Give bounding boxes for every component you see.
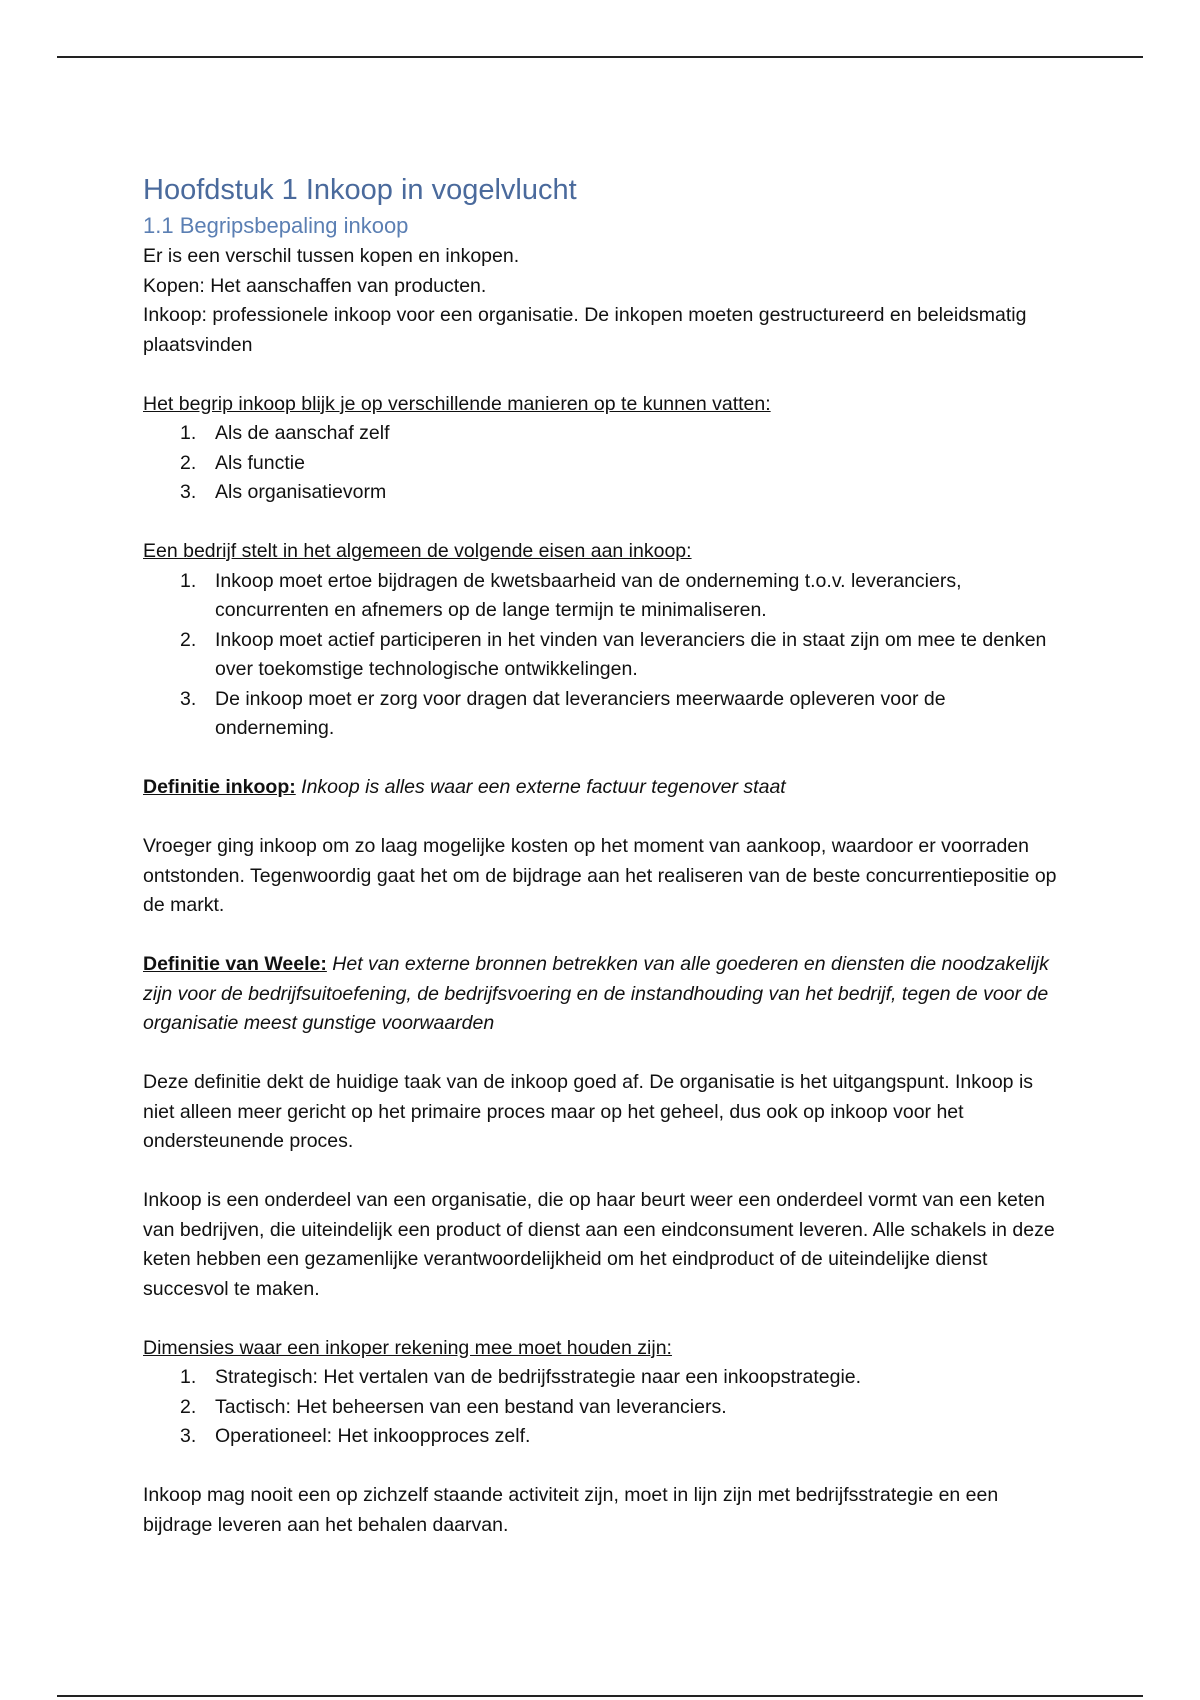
- dimensions-list: [143, 1363, 1063, 1452]
- history-paragraph: Vroeger ging inkoop om zo laag mogelijke kosten op het moment van aankoop, waardoor er voorraden ontstonden. Tegenwoordig gaat het om de bijdrage aan het realiseren van de beste concurrentiepositie op de markt.: [143, 835, 1057, 916]
- list-item: 3. De inkoop moet er zorg voor dragen dat leveranciers meerwaarde opleveren voor de onderneming.: [180, 687, 946, 739]
- chain-paragraph: Inkoop is een onderdeel van een organisatie, die op haar beurt weer een onderdeel vormt van een keten van bedrijven, die uiteindelijk een product of dienst aan een eindconsument leveren. Alle schakels in deze keten hebben een gezamenlijke verantwoordelijkheid om het eindproduct of de uiteindelijke dienst succesvol te maken.: [143, 1189, 1055, 1300]
- list-item: 3. Operationeel: Het inkoopproces zelf.: [180, 1425, 531, 1447]
- list-item: 2. Tactisch: Het beheersen van een bestand van leveranciers.: [180, 1395, 727, 1418]
- concept-list: [143, 419, 1063, 508]
- requirements-list-title: Een bedrijf stelt in het algemeen de volgende eisen aan inkoop:: [143, 540, 692, 562]
- footer-rule: [57, 1695, 1143, 1697]
- document-body: [143, 170, 1063, 1540]
- requirements-list: [143, 567, 1063, 744]
- definition-text: Het van externe bronnen betrekken van alle goederen en diensten die noodzakelijk zijn voor de bedrijfsuitoefening, de bedrijfsvoering en de instandhouding van het bedrijf, tegen de voor de organisatie meest gunstige voorwaarden: [143, 953, 1049, 1034]
- coverage-paragraph: Deze definitie dekt de huidige taak van de inkoop goed af. De organisatie is het uitgangspunt. Inkoop is niet alleen meer gericht op het primaire proces maar op het geheel, dus ook op inkoop voor het ondersteunende proces.: [143, 1071, 1034, 1152]
- dimensions-list-title: Dimensies waar een inkoper rekening mee moet houden zijn:: [143, 1336, 672, 1359]
- list-item: 2. Als functie: [180, 451, 305, 474]
- definition-text: Inkoop is alles waar een externe factuur tegenover staat: [295, 776, 786, 798]
- list-item: 3. Als organisatievorm: [180, 481, 387, 503]
- section-heading: 1.1 Begripsbepaling inkoop: [143, 213, 409, 238]
- list-item: 1. Als de aanschaf zelf: [180, 422, 390, 444]
- definition-label: Definitie van Weele:: [143, 953, 327, 975]
- intro-line: Er is een verschil tussen kopen en inkopen.: [143, 245, 520, 267]
- definition-van-weele: [143, 950, 1063, 1039]
- list-item: 1. Inkoop moet ertoe bijdragen de kwetsbaarheid van de onderneming t.o.v. leveranciers, concurrenten en afnemers op de lange termijn te minimaliseren.: [180, 569, 962, 621]
- list-item: 1. Strategisch: Het vertalen van de bedrijfsstrategie naar een inkoopstrategie.: [180, 1366, 862, 1388]
- closing-paragraph: Inkoop mag nooit een op zichzelf staande activiteit zijn, moet in lijn zijn met bedrijfsstrategie en een bijdrage leveren aan het behalen daarvan.: [143, 1484, 999, 1536]
- intro-line: Kopen: Het aanschaffen van producten.: [143, 274, 487, 297]
- chapter-heading: Hoofdstuk 1 Inkoop in vogelvlucht: [143, 174, 577, 206]
- definition-inkoop: [143, 773, 1063, 803]
- header-rule: [57, 56, 1143, 58]
- definition-label: Definitie inkoop:: [143, 776, 296, 798]
- list-item: 2. Inkoop moet actief participeren in het vinden van leveranciers die in staat zijn om mee te denken over toekomstige technologische ontwikkelingen.: [180, 628, 1047, 680]
- concept-list-title: Het begrip inkoop blijk je op verschillende manieren op te kunnen vatten:: [143, 392, 771, 415]
- intro-line: Inkoop: professionele inkoop voor een organisatie. De inkopen moeten gestructureerd en beleidsmatig plaatsvinden: [143, 304, 1027, 356]
